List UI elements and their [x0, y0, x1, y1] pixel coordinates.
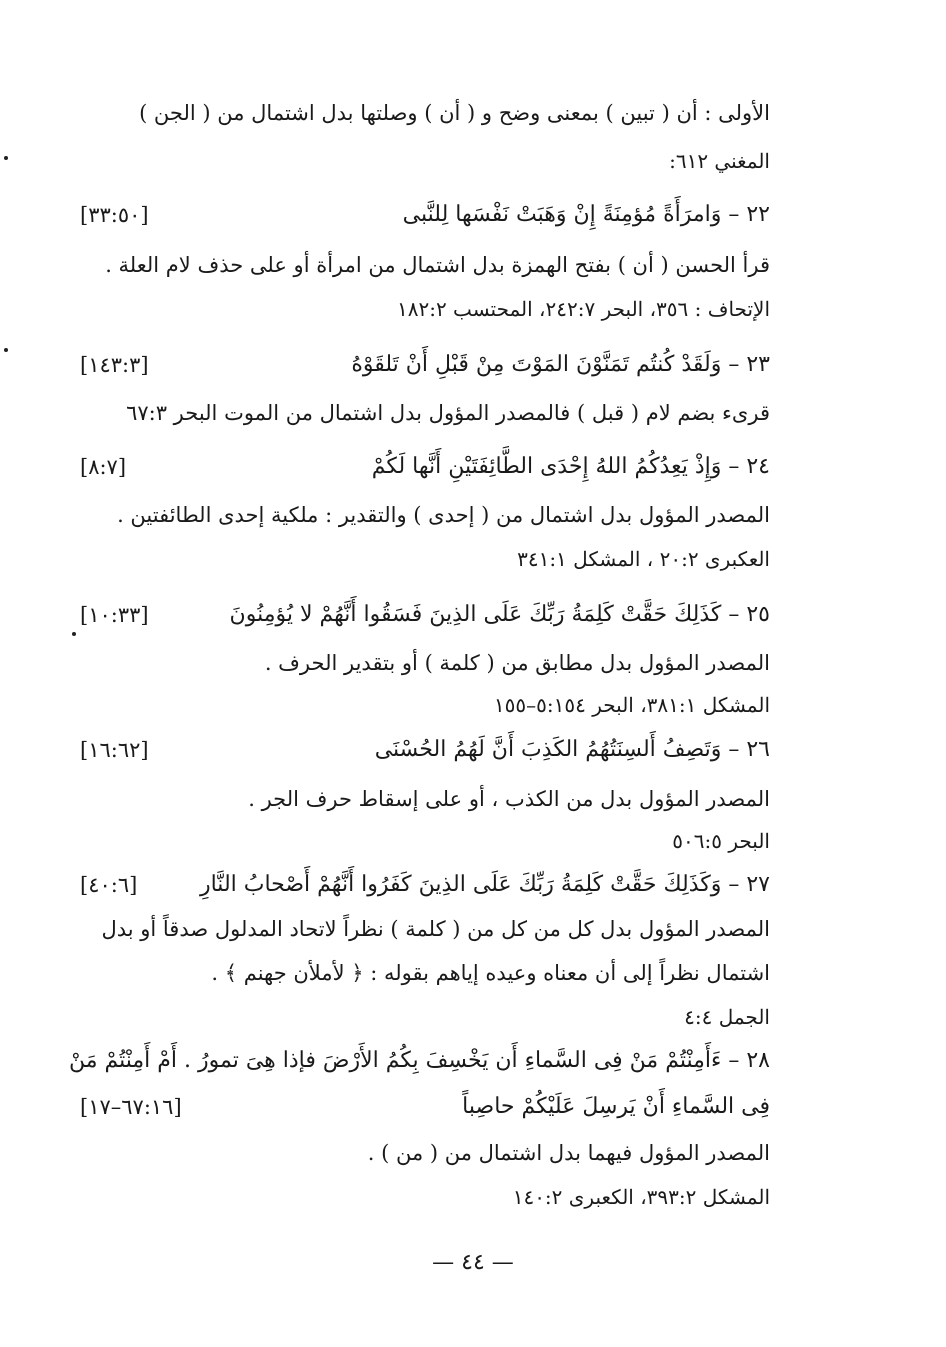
source-citation: المشكل ٣٩٣:٢، الكعبرى ١٤٠:٢	[512, 1185, 770, 1209]
verse-reference: [١٠:٣٣]	[80, 603, 149, 627]
verse-reference: [٣٣:٥٠]	[80, 203, 149, 227]
text-line: المصدر المؤول بدل اشتمال من ( إحدى ) والتقدير : ملكية إحدى الطائفتين .	[117, 503, 770, 527]
verse-line: ٢٦ – وَتَصِفُ أَلسِنَتُهُمُ الكَذِبَ أَنَّ لَهُمُ الحُسْنَى	[374, 737, 770, 762]
source-citation: المشكل ٣٨١:١، البحر ٥:١٥٤–١٥٥	[493, 693, 770, 717]
text-line: الأولى : أن ( تبين ) بمعنى وضح و ( أن ) وصلتها بدل اشتمال من ( الجن )	[139, 101, 770, 125]
text-line: المصدر المؤول بدل من الكذب ، أو على إسقاط حرف الجر .	[248, 787, 770, 811]
text-line: اشتمال نظراً إلى أن معناه وعيده إياهم بقوله : ﴿ لأملأن جهنم ﴾ .	[211, 961, 770, 985]
verse-line: ٢٨ – ءَأَمِنْتُمْ مَنْ فِى السَّماءِ أَن يَخْسِفَ بِكُمُ الأَرْضَ فإذا هِىَ تمورُ . أَمْ أَمِنْتُمْ مَنْ	[68, 1048, 770, 1073]
text-line: قرىء بضم لام ( قبل ) فالمصدر المؤول بدل اشتمال من الموت البحر ٦٧:٣	[126, 401, 770, 425]
verse-line: فِى السَّماءِ أَنْ يَرسِلَ عَلَيْكُمْ حاصِباً	[462, 1094, 770, 1119]
margin-mark	[4, 348, 8, 352]
source-citation: الجمل ٤:٤	[684, 1005, 770, 1029]
verse-reference: [٦٧:١٦–١٧]	[80, 1095, 182, 1119]
verse-reference: [٨:٧]	[80, 455, 127, 479]
text-line: المصدر المؤول فيهما بدل اشتمال من ( من ) .	[367, 1141, 770, 1165]
verse-line: ٢٢ – وَامرَأَةً مُؤمِنَةً إِنْ وَهَبَتْ نَفْسَها لِلنَّبى	[402, 202, 770, 227]
text-line: قرأ الحسن ( أن ) بفتح الهمزة بدل اشتمال من امرأة أو على حذف لام العلة .	[105, 253, 770, 277]
source-citation: الإتحاف : ٣٥٦، البحر ٢٤٢:٧، المحتسب ١٨٢:٢	[396, 297, 770, 321]
verse-line: ٢٣ – وَلَقَدْ كُنتُم تَمَنَّوْنَ المَوْتَ مِنْ قَبْلِ أَنْ تَلقَوْهُ	[351, 352, 770, 377]
text-line: المصدر المؤول بدل كل من كل من ( كلمة ) نظراً لاتحاد المدلول صدقاً أو بدل	[101, 917, 770, 941]
verse-line: ٢٥ – كَذَلِكَ حَقَّتْ كَلِمَةُ رَبِّكَ عَلَى الذِينَ فَسَقُوا أَنَّهُمْ لا يُؤمِنُونَ	[229, 602, 770, 627]
source-citation: البحر ٥٠٦:٥	[672, 829, 770, 853]
margin-mark	[72, 632, 76, 636]
verse-line: ٢٧ – وَكَذَلِكَ حَقَّتْ كَلِمَةُ رَبِّكَ عَلَى الذِينَ كَفَرُوا أَنَّهُمْ أَصْحابُ النَّارِ	[199, 872, 770, 897]
margin-mark	[4, 156, 8, 160]
source-citation: المغني ٦١٢:	[669, 149, 770, 173]
source-citation: العكبرى ٢٠:٢ ، المشكل ٣٤١:١	[517, 547, 770, 571]
verse-reference: [١٦:٦٢]	[80, 738, 149, 762]
text-line: المصدر المؤول بدل مطابق من ( كلمة ) أو بتقدير الحرف .	[264, 651, 770, 675]
verse-reference: [١٤٣:٣]	[80, 353, 149, 377]
verse-reference: [٤٠:٦]	[80, 873, 138, 897]
verse-line: ٢٤ – وَإِذْ يَعِدُكُمُ اللهُ إِحْدَى الطَّائِفَتَيْنِ أَنَّها لَكُمْ	[371, 454, 770, 479]
page-number: — ٤٤ —	[432, 1250, 514, 1275]
